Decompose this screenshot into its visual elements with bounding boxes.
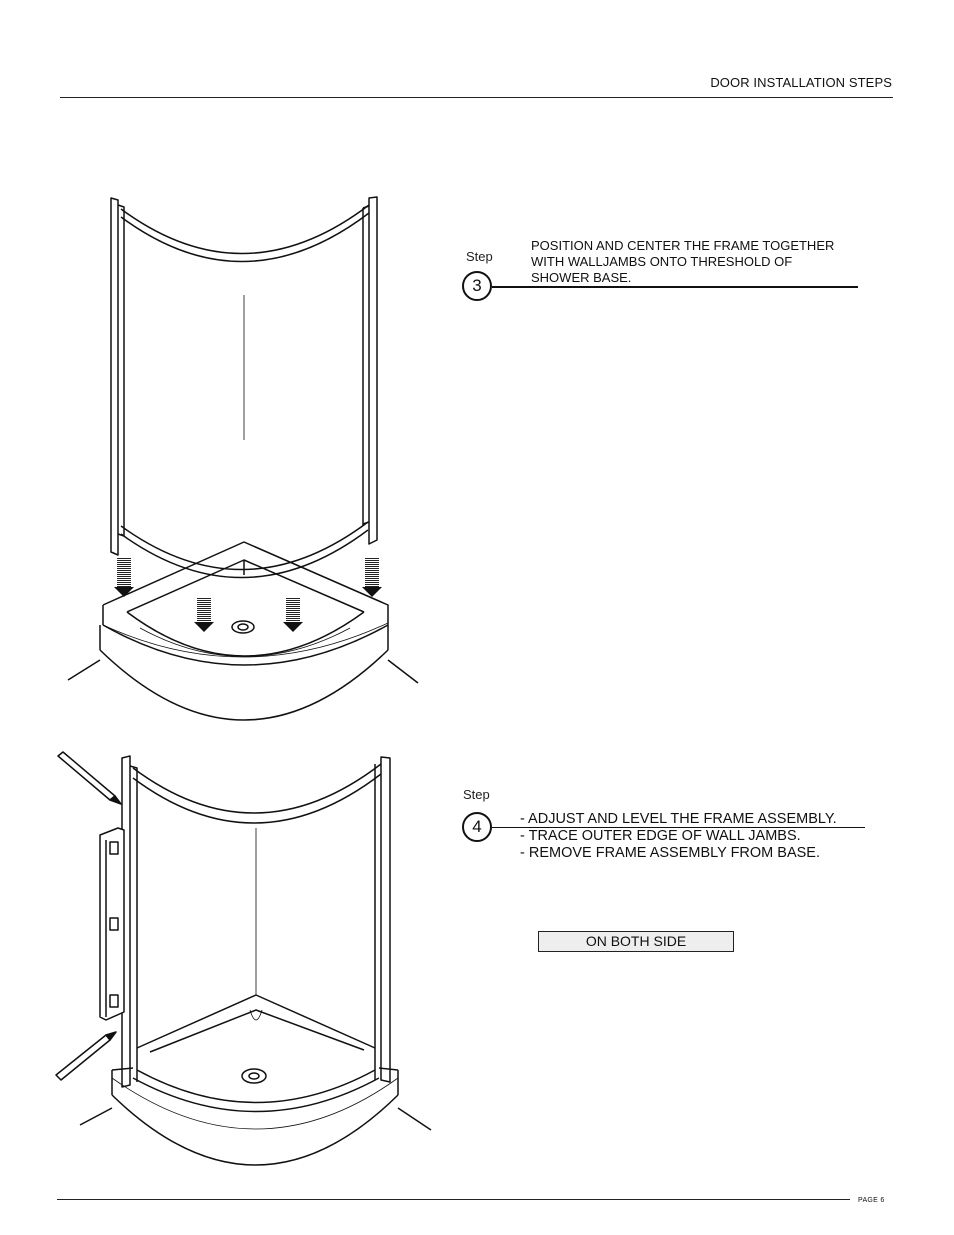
step3-instructions (531, 238, 834, 286)
step3-line-1: POSITION AND CENTER THE FRAME TOGETHER (531, 238, 835, 253)
step4-line-2: - TRACE OUTER EDGE OF WALL JAMBS. (520, 828, 801, 844)
step3-line-3: SHOWER BASE. (531, 270, 632, 285)
page-number: PAGE 6 (858, 1197, 885, 1204)
step4-number: 4 (472, 817, 482, 836)
step3-underline (492, 286, 858, 288)
step4-line-1: - ADJUST AND LEVEL THE FRAME ASSEMBLY. (520, 811, 837, 827)
section-title: DOOR INSTALLATION STEPS (710, 75, 892, 90)
step4-line-3: - REMOVE FRAME ASSEMBLY FROM BASE. (520, 845, 820, 861)
step3-number: 3 (472, 276, 482, 295)
step4-label: Step (463, 787, 490, 802)
step4-note: ON BOTH SIDE (538, 931, 734, 952)
step4-instructions (520, 811, 837, 862)
step3-number-badge (462, 271, 492, 301)
step3-label: Step (466, 249, 493, 264)
step3-line-2: WITH WALLJAMBS ONTO THRESHOLD OF (531, 254, 793, 269)
step4-number-badge (462, 812, 492, 842)
